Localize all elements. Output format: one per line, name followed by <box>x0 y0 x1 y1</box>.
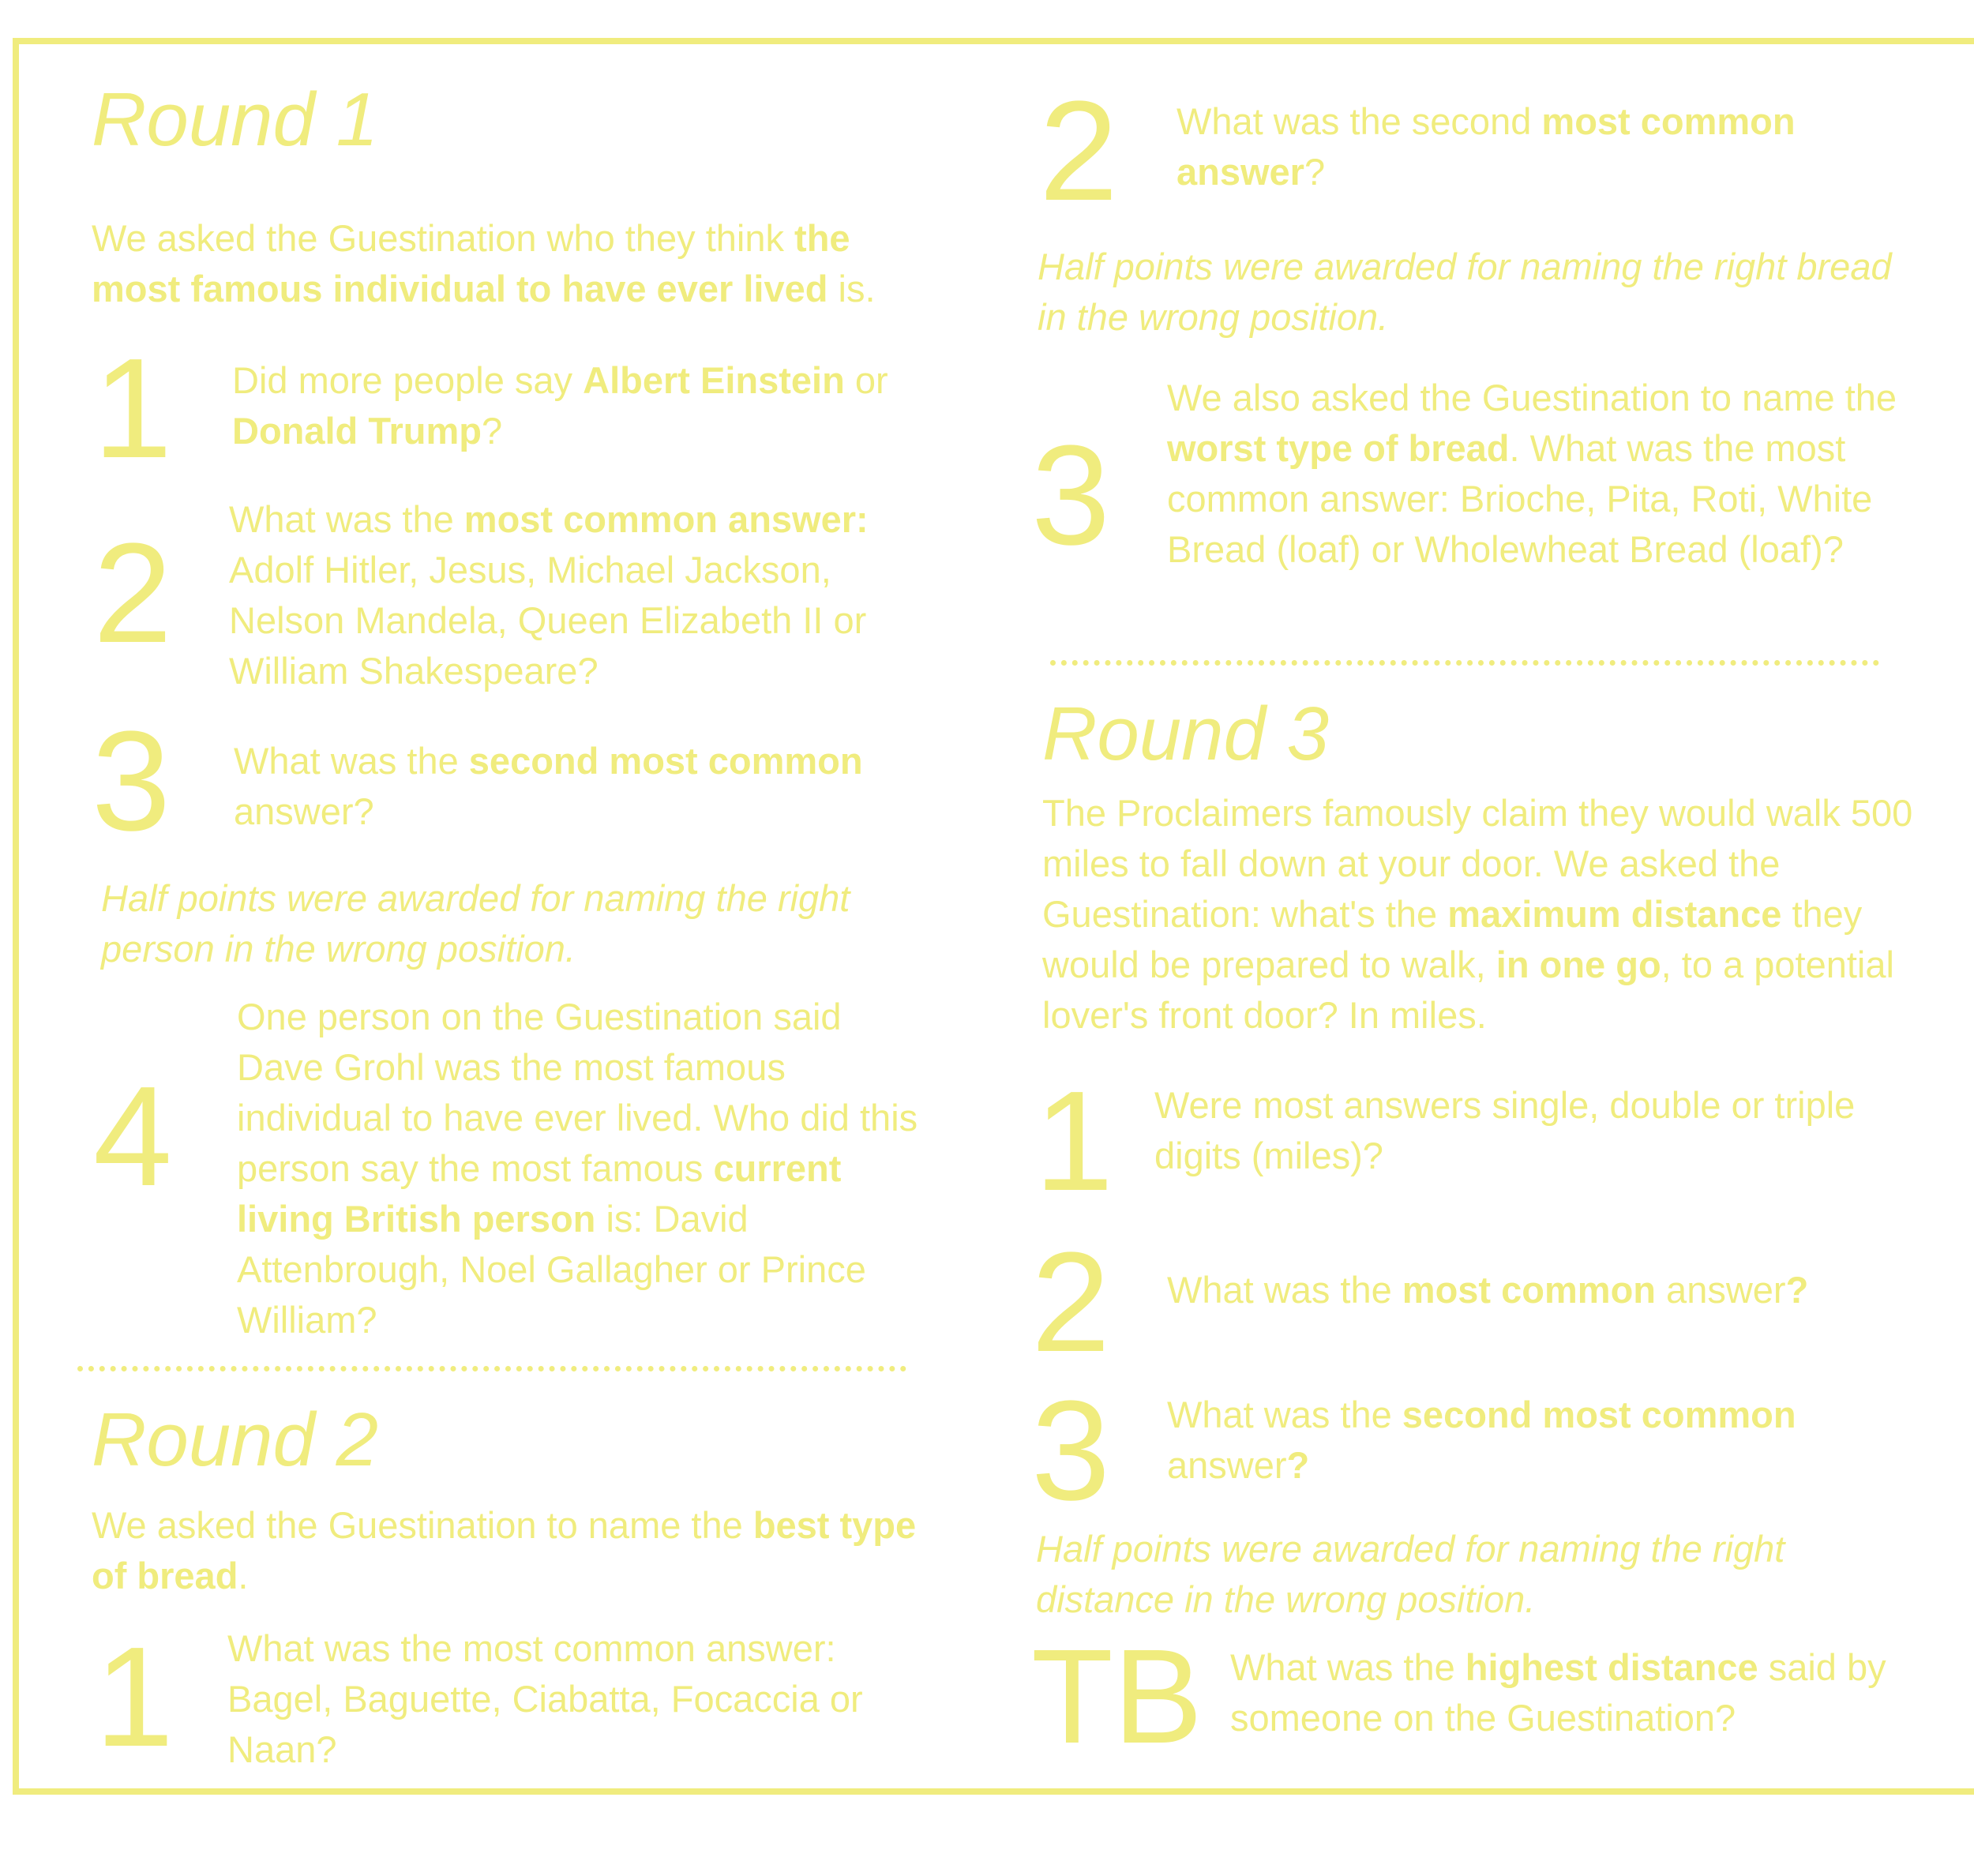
question-text: ? <box>1304 151 1326 193</box>
question-text: What was the <box>234 740 469 782</box>
round-2-question-2 <box>1177 96 1887 197</box>
intro-emphasis: the most famous individual to have ever lived <box>92 217 850 310</box>
question-text: What was the <box>229 498 464 540</box>
question-text: answer <box>1167 1444 1287 1486</box>
divider <box>1050 660 1879 666</box>
round-1-question-3 <box>234 736 921 837</box>
question-emphasis: most common answer <box>1177 100 1796 193</box>
question-text: We also asked the Guestination to name the <box>1167 377 1897 418</box>
round-2-question-3 <box>1167 373 1901 575</box>
round-3-intro <box>1042 788 1927 1041</box>
question-number: 3 <box>1031 1371 1111 1530</box>
question-text: What was the <box>1167 1269 1402 1311</box>
round-3-note: Half points were awarded for naming the right distance in the wrong position. <box>1036 1528 1785 1620</box>
round-1-title: Round 1 <box>92 77 378 162</box>
question-text: What was the second <box>1177 100 1542 142</box>
intro-emphasis: maximum distance <box>1447 893 1782 935</box>
question-text: . What was the most common answer: Brioche, Pita, Roti, White Bread (loaf) or Wholewheat Bread (loaf)? <box>1167 427 1873 570</box>
intro-text: is. <box>828 268 876 310</box>
intro-text: . <box>238 1555 249 1596</box>
intro-text: We asked the Guestination to name the <box>92 1504 753 1546</box>
round-1-note: Half points were awarded for naming the right person in the wrong position. <box>101 877 850 970</box>
question-emphasis: Albert Einstein <box>583 359 845 401</box>
question-number: 1 <box>93 329 173 488</box>
question-emphasis: most common answer: <box>463 498 869 540</box>
question-text: or <box>844 359 888 401</box>
question-text: Did more people say <box>232 359 584 401</box>
round-2-note: Half points were awarded for naming the right bread in the wrong position. <box>1038 246 1892 338</box>
question-emphasis: highest distance <box>1465 1646 1758 1688</box>
round-3-question-1: Were most answers single, double or triple digits (miles)? <box>1154 1084 1856 1176</box>
question-emphasis: ? <box>1785 1269 1809 1311</box>
question-number: 2 <box>93 514 173 673</box>
question-text: is: David Attenbrough, Noel Gallagher or Prince William? <box>237 1198 866 1341</box>
intro-text: , to a potential lover's front door? In miles. <box>1042 944 1894 1036</box>
question-text: answer <box>1656 1269 1786 1311</box>
question-emphasis: Donald Trump <box>232 410 482 452</box>
question-emphasis: worst type of bread <box>1167 427 1510 469</box>
round-3-tiebreaker <box>1230 1642 1925 1743</box>
question-emphasis: second most common <box>468 740 863 782</box>
question-emphasis: ? <box>1286 1444 1310 1486</box>
question-text: said by someone on the Guestination? <box>1230 1646 1886 1739</box>
question-text: What was the <box>1167 1394 1402 1435</box>
intro-emphasis: in one go <box>1496 944 1661 985</box>
intro-text: The Proclaimers famously claim they would walk 500 miles to fall down at your door. We asked the Guestination: what's the <box>1042 792 1913 935</box>
round-1-question-1 <box>232 355 919 456</box>
question-text: One person on the Guestination said Dave Grohl was the most famous individual to have ever lived. Who did this person say the most famous <box>237 996 918 1189</box>
question-number: 2 <box>1039 72 1119 231</box>
question-text: ? <box>481 410 503 452</box>
question-number: 3 <box>1031 416 1111 575</box>
question-number: 1 <box>95 1618 175 1777</box>
question-number: 3 <box>92 702 171 861</box>
question-text: Adolf Hitler, Jesus, Michael Jackson, Nelson Mandela, Queen Elizabeth II or William Shakespeare? <box>229 549 867 692</box>
round-1-question-2 <box>229 494 916 696</box>
round-2-question-1: What was the most common answer: Bagel, Baguette, Ciabatta, Focaccia or Naan? <box>227 1627 863 1770</box>
round-1-question-4 <box>237 992 924 1345</box>
round-3-question-2 <box>1167 1265 1893 1315</box>
round-3-question-3 <box>1167 1390 1893 1491</box>
intro-emphasis: best type of bread <box>92 1504 917 1596</box>
divider <box>77 1366 906 1371</box>
question-emphasis: second most common <box>1402 1394 1796 1435</box>
round-1-intro <box>92 213 929 314</box>
question-number: 4 <box>93 1057 173 1216</box>
question-number: 2 <box>1031 1223 1111 1382</box>
intro-text: they would be prepared to walk, <box>1042 893 1863 985</box>
tiebreaker-label: TB <box>1031 1622 1203 1772</box>
intro-text: We asked the Guestination who they think <box>92 217 795 259</box>
question-text: What was the <box>1230 1646 1465 1688</box>
round-2-intro <box>92 1500 929 1601</box>
round-3-title: Round 3 <box>1042 692 1329 776</box>
round-2-title: Round 2 <box>92 1398 378 1482</box>
question-emphasis: current living British person <box>237 1147 842 1240</box>
question-text: answer? <box>234 790 374 832</box>
question-number: 1 <box>1034 1062 1114 1221</box>
question-emphasis: most common <box>1402 1269 1656 1311</box>
